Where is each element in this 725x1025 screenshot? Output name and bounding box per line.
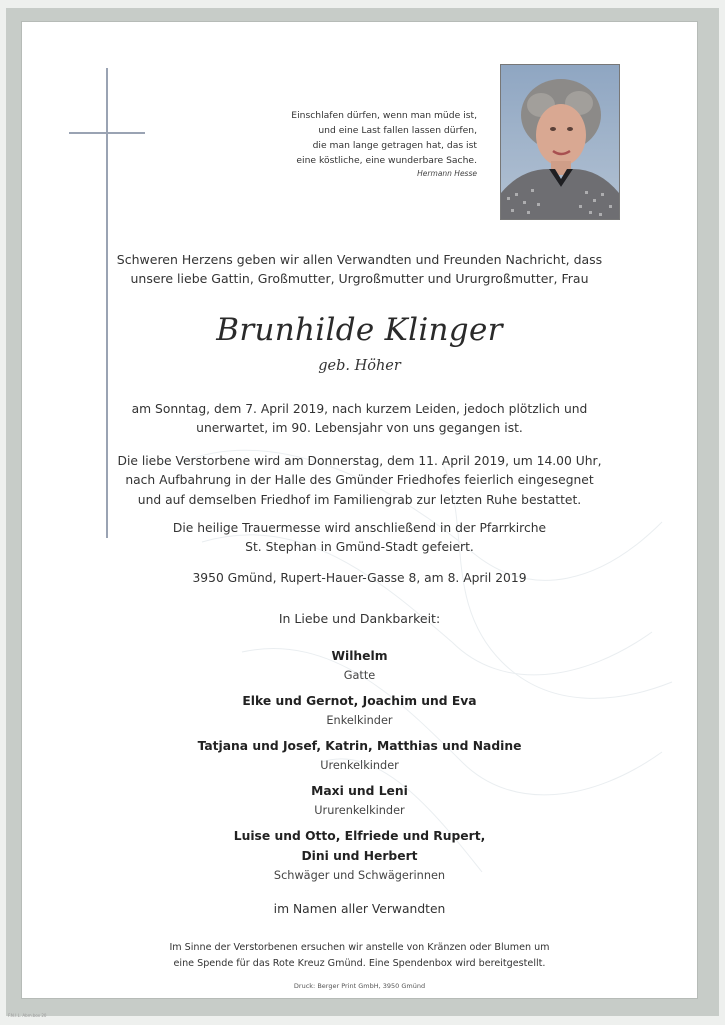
thanks-heading: In Liebe und Dankbarkeit: [278, 611, 441, 626]
place-date-line: 3950 Gmünd, Rupert-Hauer-Gasse 8, am 8. April 2019 [192, 571, 527, 585]
intro-line: Schweren Herzens geben wir allen Verwandten und Freunden Nachricht, dass [116, 252, 603, 267]
mourner-names: Maxi und Leni [311, 784, 408, 798]
mourner-group [22, 781, 697, 821]
quote-text [247, 108, 477, 168]
quote-line: eine köstliche, eine wunderbare Sache. [296, 155, 477, 166]
paragraph-line: nach Aufbahrung in der Halle des Gmünder Friedhofes feierlich eingesegnet [125, 473, 594, 488]
mourner-role: Gatte [343, 669, 376, 682]
mourner-role: Schwäger und Schwägerinnen [273, 869, 446, 882]
paragraph-line: unerwartet, im 90. Lebensjahr von uns gegangen ist. [196, 421, 523, 436]
donation-note [22, 940, 697, 971]
mourner-names: Luise und Otto, Elfriede und Rupert, [233, 829, 486, 843]
quote-author: Hermann Hesse [417, 169, 477, 178]
cross-horizontal-bar [69, 132, 145, 134]
donation-line: Im Sinne der Verstorbenen ersuchen wir anstelle von Kränzen oder Blumen um [169, 942, 550, 953]
mourner-role: Ururenkelkinder [314, 804, 405, 817]
maiden-name: geb. Höher [318, 358, 401, 374]
mourner-group [22, 691, 697, 731]
mourner-names: Tatjana und Josef, Katrin, Matthias und Nadine [197, 739, 522, 753]
mass-paragraph [22, 519, 697, 558]
paragraph-line: am Sonntag, dem 7. April 2019, nach kurzem Leiden, jedoch plötzlich und [131, 402, 588, 416]
death-paragraph [22, 400, 697, 439]
mourner-names: Dini und Herbert [301, 849, 418, 863]
paragraph-line: Die liebe Verstorbene wird am Donnerstag, dem 11. April 2019, um 14.00 Uhr, [117, 454, 602, 468]
intro-line: unsere liebe Gattin, Großmutter, Urgroßmutter und Ururgroßmutter, Frau [130, 271, 589, 286]
quote-line: Einschlafen dürfen, wenn man müde ist, [291, 110, 477, 121]
funeral-paragraph [22, 452, 697, 510]
paragraph-line: und auf demselben Friedhof im Familiengrab zur letzten Ruhe bestattet. [137, 492, 582, 507]
paragraph-line: Die heilige Trauermesse wird anschließend in der Pfarrkirche [172, 521, 547, 535]
mourner-group [22, 646, 697, 686]
quote-line: und eine Last fallen lassen dürfen, [318, 125, 477, 136]
corner-note: F.N.I.L. Abm.box 20 [8, 1013, 47, 1018]
portrait-image [501, 65, 619, 219]
mourner-group [22, 736, 697, 776]
mourner-role: Enkelkinder [326, 714, 393, 727]
quote-line: die man lange getragen hat, das ist [312, 140, 477, 151]
portrait-photo [500, 64, 620, 220]
mourner-group [22, 826, 697, 886]
obituary-card [22, 22, 697, 998]
printer-credit: Druck: Berger Print GmbH, 3950 Gmünd [293, 982, 426, 990]
mourner-role: Urenkelkinder [320, 759, 399, 772]
paragraph-line: St. Stephan in Gmünd-Stadt gefeiert. [245, 540, 474, 555]
mourner-names: Elke und Gernot, Joachim und Eva [242, 694, 477, 708]
behalf-line: im Namen aller Verwandten [273, 902, 446, 916]
donation-line: eine Spende für das Rote Kreuz Gmünd. Eine Spendenbox wird bereitgestellt. [173, 957, 546, 969]
intro-text [22, 250, 697, 288]
deceased-name: Brunhilde Klinger [216, 312, 503, 348]
mourner-names: Wilhelm [331, 649, 388, 663]
